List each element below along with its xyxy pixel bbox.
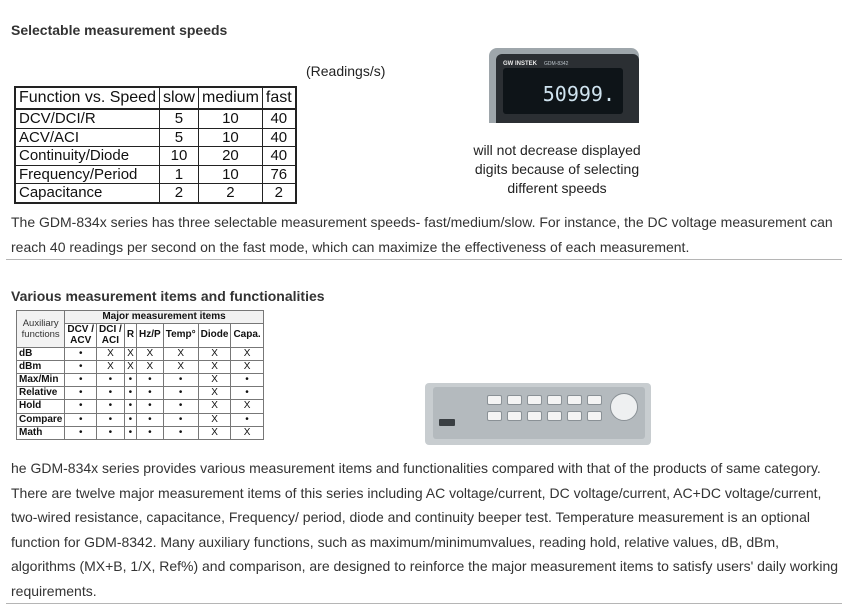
support-mark-cell: • [163,373,198,386]
caption-line: different speeds [507,180,607,196]
panel-button [547,411,562,421]
support-mark-cell: • [231,373,263,386]
speed-value-cell: 20 [198,147,262,166]
speed-table [14,86,297,204]
support-mark-cell: • [124,387,136,400]
support-mark-cell: X [198,426,231,439]
speed-value-cell: 1 [159,165,198,184]
support-mark-cell: • [163,400,198,413]
support-mark-cell: • [97,400,125,413]
support-mark-cell: • [163,413,198,426]
column-header-line: Diode [200,329,229,341]
column-header-line: DCI / [99,323,122,335]
support-mark-cell: X [124,347,136,360]
major-item-column-header [137,323,164,347]
panel-button [587,411,602,421]
major-items-header: Major measurement items [65,311,263,324]
panel-button [527,395,542,405]
section-title-speeds: Selectable measurement speeds [11,22,228,38]
speed-table-row [15,109,296,128]
speed-value-cell: 40 [262,147,295,166]
support-mark-cell: X [163,360,198,373]
speed-value-cell: 5 [159,128,198,147]
speed-function-cell: Capacitance [15,184,159,203]
support-mark-cell: • [65,400,97,413]
speed-header-fast: fast [262,87,295,109]
column-header-line: ACV [70,335,92,346]
speed-value-cell: 10 [198,128,262,147]
support-mark-cell: X [97,360,125,373]
functions-table [16,310,264,440]
support-mark-cell: • [65,360,97,373]
speed-value-cell: 40 [262,128,295,147]
speed-table-row [15,184,296,203]
support-mark-cell: • [124,373,136,386]
functions-table-row [17,347,264,360]
aux-header-line: functions [21,328,60,340]
section-title-measurement-items: Various measurement items and functionalities [11,288,325,304]
caption-line: will not decrease displayed [473,142,641,158]
panel-button [527,411,542,421]
support-mark-cell: X [97,347,125,360]
speed-value-cell: 76 [262,165,295,184]
column-header-line: DCV / [67,323,95,335]
aux-function-label: Relative [17,387,65,400]
speed-header-medium: medium [198,87,262,109]
support-mark-cell: • [137,413,164,426]
support-mark-cell: • [65,347,97,360]
panel-button [587,395,602,405]
aux-functions-header [17,311,65,348]
support-mark-cell: X [198,373,231,386]
section-divider [6,603,842,604]
speed-value-cell: 2 [262,184,295,203]
speed-table-row [15,147,296,166]
readings-unit-label: (Readings/s) [306,63,386,79]
caption-line: digits because of selecting [474,161,640,177]
aux-header-line: Auxiliary [22,317,59,329]
speed-value-cell: 40 [262,109,295,128]
speed-value-cell: 2 [159,184,198,203]
functions-table-row [17,400,264,413]
support-mark-cell: • [124,400,136,413]
support-mark-cell: • [97,373,125,386]
speed-value-cell: 10 [159,147,198,166]
speed-table-row [15,128,296,147]
column-header-line: Capa. [233,329,261,341]
section-divider [6,259,842,260]
support-mark-cell: • [137,387,164,400]
speed-value-cell: 5 [159,109,198,128]
column-header-line: R [126,329,135,341]
panel-button [547,395,562,405]
panel-button [487,395,502,405]
speed-header-slow: slow [159,87,198,109]
aux-function-label: Compare [17,413,65,426]
column-header-line: ACI [101,335,120,346]
aux-function-label: Hold [17,400,65,413]
support-mark-cell: X [231,426,263,439]
major-item-column-header [198,323,231,347]
meter-lcd [503,68,623,114]
support-mark-cell: X [198,400,231,413]
speed-header-function: Function vs. Speed [15,87,159,109]
support-mark-cell: X [137,360,164,373]
support-mark-cell: • [137,426,164,439]
speed-value-cell: 10 [198,109,262,128]
speeds-paragraph: The GDM-834x series has three selectable measurement speeds- fast/medium/slow. For instance, the DC voltage measurement can reach 40 readings per second on the fast mode, which can maximize the effectiveness of each measurement. [11,214,833,255]
speed-table-row [15,165,296,184]
meter-caption [452,141,662,198]
speed-value-cell: 2 [198,184,262,203]
major-item-column-header [163,323,198,347]
support-mark-cell: • [124,413,136,426]
speed-function-cell: Continuity/Diode [15,147,159,166]
speed-value-cell: 10 [198,165,262,184]
speed-function-cell: DCV/DCI/R [15,109,159,128]
measurement-items-paragraph: he GDM-834x series provides various measurement items and functionalities compared with that of the products of same category. There are twelve major measurement items of this series including AC voltage/current, DC voltage/current, AC+DC voltage/current, two-wired resistance, capacitance, Frequency/ period, diode and continuity beeper test. Temperature measurement is an optional function for GDM-8342. Many auxiliary functions, such as maximum/minimumvalues, reading hold, relative values, dB, dBm, algorithms (MX+B, 1/X, Ref%) and comparison, are designed to reinforce the major measurement items to satisfy users' daily working requirements. [11,460,839,599]
support-mark-cell: X [163,347,198,360]
support-mark-cell: • [97,387,125,400]
major-item-column-header [231,323,263,347]
speed-function-cell: Frequency/Period [15,165,159,184]
support-mark-cell: X [198,413,231,426]
support-mark-cell: • [65,373,97,386]
navigation-dial [610,393,638,421]
support-mark-cell: • [124,426,136,439]
functions-table-row [17,426,264,439]
support-mark-cell: • [163,387,198,400]
speed-function-cell: ACV/ACI [15,128,159,147]
usb-port [439,419,455,426]
support-mark-cell: X [198,347,231,360]
support-mark-cell: X [231,400,263,413]
aux-function-label: dB [17,347,65,360]
functions-table-row [17,387,264,400]
support-mark-cell: X [124,360,136,373]
support-mark-cell: • [137,373,164,386]
support-mark-cell: • [137,400,164,413]
major-item-column-header [124,323,136,347]
functions-table-row [17,413,264,426]
panel-button [567,411,582,421]
support-mark-cell: • [163,426,198,439]
functions-table-row [17,373,264,386]
aux-function-label: Math [17,426,65,439]
support-mark-cell: X [231,347,263,360]
front-panel-image [425,383,651,445]
support-mark-cell: • [97,426,125,439]
aux-function-label: dBm [17,360,65,373]
aux-function-label: Max/Min [17,373,65,386]
column-header-line: Hz/P [139,329,161,341]
panel-button [507,395,522,405]
support-mark-cell: • [97,413,125,426]
meter-model-label: GDM-8342 [544,61,569,67]
major-item-column-header [97,323,125,347]
support-mark-cell: X [137,347,164,360]
support-mark-cell: • [231,413,263,426]
support-mark-cell: X [231,360,263,373]
support-mark-cell: • [65,387,97,400]
meter-reading: 50999. [542,82,615,106]
functions-table-row [17,360,264,373]
support-mark-cell: • [65,426,97,439]
meter-display-image [489,48,639,123]
meter-brand-logo: GW INSTEK [503,61,537,67]
major-item-column-header [65,323,97,347]
support-mark-cell: X [198,387,231,400]
panel-button [567,395,582,405]
support-mark-cell: X [198,360,231,373]
speed-table-header [15,87,296,109]
support-mark-cell: • [231,387,263,400]
column-header-line: Temp° [165,329,196,341]
support-mark-cell: • [65,413,97,426]
panel-button [487,411,502,421]
panel-button [507,411,522,421]
